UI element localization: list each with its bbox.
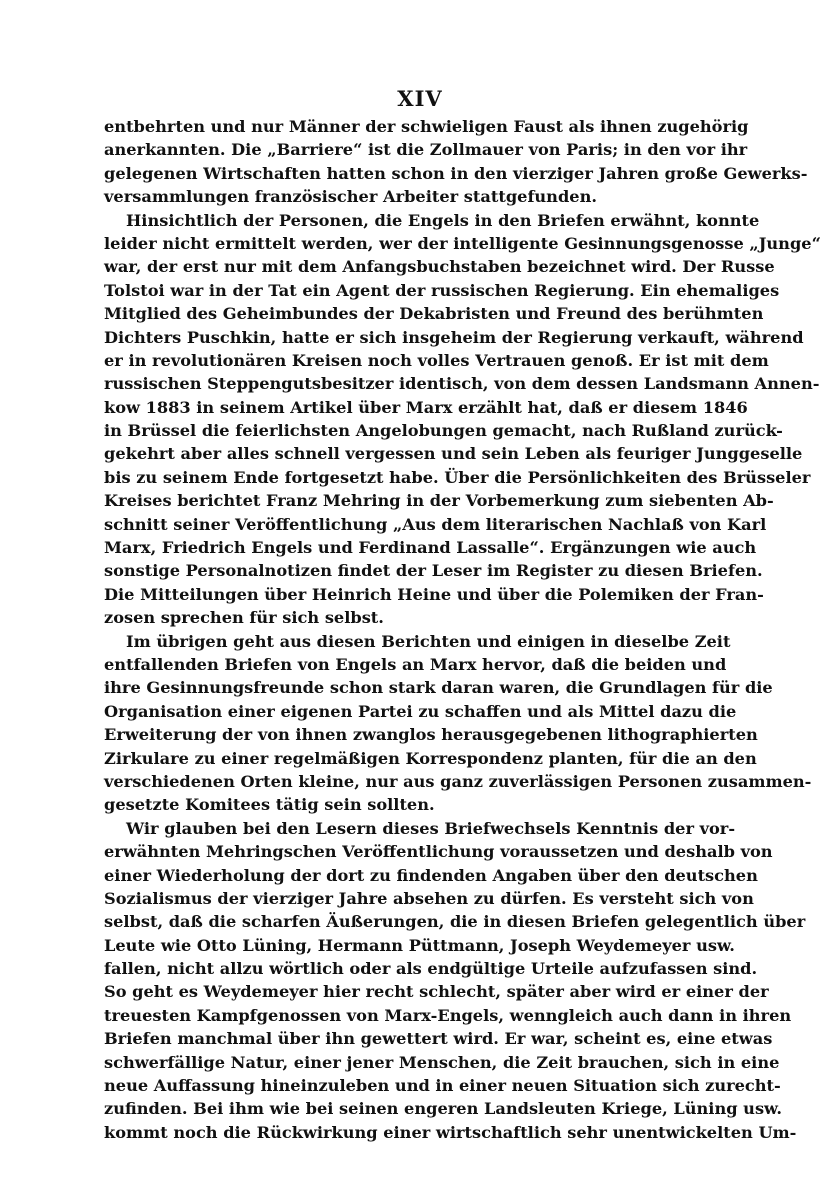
text-line: in Brüssel die feierlichsten Angelobungen gemacht, nach Rußland zurück- <box>104 421 783 441</box>
text-line: So geht es Weydemeyer hier recht schlecht, später aber wird er einer der <box>104 982 769 1002</box>
text-line: Im übrigen geht aus diesen Berichten und einigen in dieselbe Zeit <box>126 631 731 651</box>
text-line: Leute wie Otto Lüning, Hermann Püttmann, Joseph Weydemeyer usw. <box>104 935 735 955</box>
paragraph <box>104 817 806 1144</box>
body-text <box>104 115 821 1144</box>
text-line: Wir glauben bei den Lesern dieses Briefwechsels Kenntnis der vor- <box>126 818 736 838</box>
text-line: war, der erst nur mit dem Anfangsbuchstaben bezeichnet wird. Der Russe <box>104 257 775 277</box>
text-line: er in revolutionären Kreisen noch volles Vertrauen genoß. Er ist mit dem <box>104 350 769 370</box>
text-line: erwähnten Mehringschen Veröffentlichung voraussetzen und deshalb von <box>104 842 773 862</box>
text-line: Dichters Puschkin, hatte er sich insgeheim der Regierung verkauft, während <box>104 327 804 347</box>
text-line: russischen Steppengutsbesitzer identisch, von dem dessen Landsmann Annen- <box>104 374 820 394</box>
text-line: Tolstoi war in der Tat ein Agent der russischen Regierung. Ein ehemaliges <box>104 280 780 300</box>
text-line: anerkannten. Die „Barriere“ ist die Zollmauer von Paris; in den vor ihr <box>104 140 748 160</box>
text-line: zufinden. Bei ihm wie bei seinen engeren Landsleuten Kriege, Lüning usw. <box>104 1099 783 1119</box>
text-line: ihre Gesinnungsfreunde schon stark daran waren, die Grundlagen für die <box>104 678 773 698</box>
text-line: entfallenden Briefen von Engels an Marx hervor, daß die beiden und <box>104 654 727 674</box>
text-line: verschiedenen Orten kleine, nur aus ganz zuverlässigen Personen zusammen- <box>104 771 812 791</box>
text-line: neue Auffassung hineinzuleben und in einer neuen Situation sich zurecht- <box>104 1076 781 1096</box>
paragraph <box>104 115 808 209</box>
text-line: Kreises berichtet Franz Mehring in der Vorbemerkung zum siebenten Ab- <box>104 491 774 511</box>
text-line: gesetzte Komitees tätig sein sollten. <box>104 795 435 815</box>
page-number: XIV <box>397 86 443 111</box>
text-line: Briefen manchmal über ihn gewettert wird. Er war, scheint es, eine etwas <box>104 1029 773 1049</box>
text-line: schwerfällige Natur, einer jener Menschen, die Zeit brauchen, sich in eine <box>104 1052 780 1072</box>
text-line: zosen sprechen für sich selbst. <box>104 608 384 628</box>
text-line: Erweiterung der von ihnen zwanglos herausgegebenen lithographierten <box>104 725 758 745</box>
text-line: leider nicht ermittelt werden, wer der intelligente Gesinnungsgenosse „Junge“ <box>104 233 821 253</box>
text-line: einer Wiederholung der dort zu findenden Angaben über den deutschen <box>104 865 758 885</box>
text-line: Marx, Friedrich Engels und Ferdinand Lassalle“. Ergänzungen wie auch <box>104 538 757 558</box>
text-line: kow 1883 in seinem Artikel über Marx erzählt hat, daß er diesem 1846 <box>104 397 748 417</box>
text-line: schnitt seiner Veröffentlichung „Aus dem literarischen Nachlaß von Karl <box>104 514 767 534</box>
paragraph <box>104 209 821 630</box>
text-line: Die Mitteilungen über Heinrich Heine und über die Polemiken der Fran- <box>104 584 764 604</box>
text-line: Hinsichtlich der Personen, die Engels in den Briefen erwähnt, konnte <box>126 210 760 230</box>
text-line: sonstige Personalnotizen findet der Leser im Register zu diesen Briefen. <box>104 561 763 581</box>
text-line: treuesten Kampfgenossen von Marx-Engels, wenngleich auch dann in ihren <box>104 1005 792 1025</box>
text-line: fallen, nicht allzu wörtlich oder als endgültige Urteile aufzufassen sind. <box>104 959 758 979</box>
text-line: selbst, daß die scharfen Äußerungen, die in diesen Briefen gelegentlich über <box>104 912 806 932</box>
text-line: Organisation einer eigenen Partei zu schaffen und als Mittel dazu die <box>104 701 737 721</box>
text-line: Mitglied des Geheimbundes der Dekabristen und Freund des berühmten <box>104 304 764 324</box>
text-line: kommt noch die Rückwirkung einer wirtschaftlich sehr unentwickelten Um- <box>104 1122 797 1142</box>
text-line: gelegenen Wirtschaften hatten schon in den vierziger Jahren große Gewerks- <box>104 163 808 183</box>
text-line: bis zu seinem Ende fortgesetzt habe. Über die Persönlichkeiten des Brüsseler <box>104 467 811 487</box>
text-line: entbehrten und nur Männer der schwieligen Faust als ihnen zugehörig <box>104 117 749 136</box>
text-line: versammlungen französischer Arbeiter stattgefunden. <box>104 187 597 207</box>
paragraph <box>104 630 812 817</box>
text-line: Sozialismus der vierziger Jahre absehen zu dürfen. Es versteht sich von <box>104 888 754 908</box>
text-line: Zirkulare zu einer regelmäßigen Korrespondenz planten, für die an den <box>104 748 757 768</box>
text-line: gekehrt aber alles schnell vergessen und sein Leben als feuriger Junggeselle <box>104 444 803 464</box>
